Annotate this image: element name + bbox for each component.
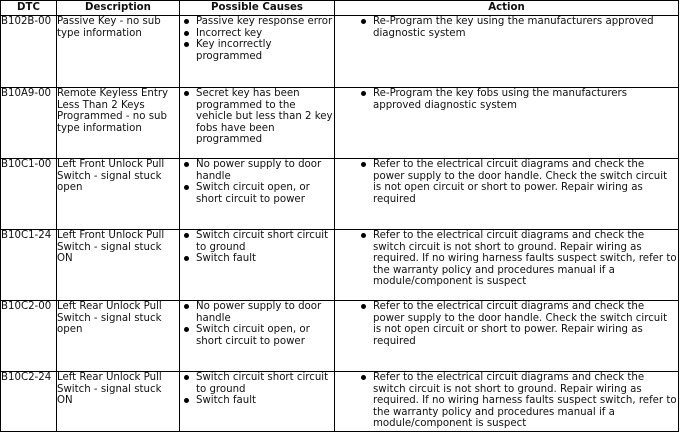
cause-item: Switch circuit short circuit to ground [180,230,334,253]
causes-list [180,159,334,205]
table-row [1,372,679,432]
table-row [1,88,679,159]
dtc-code: B10C1-00 [1,159,57,230]
action-list [335,301,678,347]
cause-item: Switch fault [180,395,334,407]
causes-list [180,16,334,62]
cause-item: Switch circuit open, or short circuit to power [180,182,334,205]
possible-causes [180,88,335,159]
action-item: Re-Program the key using the manufacturers approved diagnostic system [335,16,678,39]
action-list [335,372,678,430]
header-action: Action [335,1,679,16]
causes-list [180,372,334,407]
table-header-row [1,1,679,16]
table-row [1,301,679,372]
dtc-description: Remote Keyless Entry Less Than 2 Keys Programmed - no sub type information [57,88,180,159]
action-cell [335,88,679,159]
cause-item: No power supply to door handle [180,159,334,182]
table-row [1,159,679,230]
cause-item: Incorrect key [180,28,334,40]
action-item: Refer to the electrical circuit diagrams and check the switch circuit is not short to ground. Repair wiring as required. If no wiring harness faults suspect switch, refer to the warranty policy and procedures manual if a module/component is suspect [335,230,678,288]
action-cell [335,16,679,88]
dtc-code: B10C2-00 [1,301,57,372]
action-item: Refer to the electrical circuit diagrams and check the power supply to the door handle. Check the switch circuit is not open circuit or short to power. Repair wiring as required [335,159,678,205]
possible-causes [180,16,335,88]
cause-item: Switch circuit short circuit to ground [180,372,334,395]
header-description: Description [57,1,180,16]
dtc-description: Left Front Unlock Pull Switch - signal stuck ON [57,230,180,301]
dtc-description: Left Rear Unlock Pull Switch - signal stuck open [57,301,180,372]
cause-item: Key incorrectly programmed [180,39,334,62]
action-list [335,159,678,205]
action-item: Refer to the electrical circuit diagrams and check the power supply to the door handle. Check the switch circuit is not open circuit or short to power. Repair wiring as required [335,301,678,347]
action-list [335,230,678,288]
causes-list [180,301,334,347]
possible-causes [180,301,335,372]
header-dtc: DTC [1,1,57,16]
cause-item: Passive key response error [180,16,334,28]
cause-item: Switch circuit open, or short circuit to power [180,324,334,347]
table-row [1,16,679,88]
action-item: Refer to the electrical circuit diagrams and check the switch circuit is not short to ground. Repair wiring as required. If no wiring harness faults suspect switch, refer to the warranty policy and procedures manual if a module/component is suspect [335,372,678,430]
header-possible-causes: Possible Causes [180,1,335,16]
possible-causes [180,372,335,432]
action-cell [335,372,679,432]
action-cell [335,301,679,372]
causes-list [180,230,334,265]
action-list [335,88,678,111]
cause-item: Switch fault [180,253,334,265]
action-cell [335,159,679,230]
table-row [1,230,679,301]
dtc-code: B10C1-24 [1,230,57,301]
dtc-description: Left Front Unlock Pull Switch - signal stuck open [57,159,180,230]
dtc-description: Left Rear Unlock Pull Switch - signal stuck ON [57,372,180,432]
causes-list [180,88,334,146]
dtc-code: B10A9-00 [1,88,57,159]
dtc-description: Passive Key - no sub type information [57,16,180,88]
cause-item: Secret key has been programmed to the vehicle but less than 2 key fobs have been programmed [180,88,334,146]
cause-item: No power supply to door handle [180,301,334,324]
dtc-code: B10C2-24 [1,372,57,432]
action-list [335,16,678,39]
dtc-code: B102B-00 [1,16,57,88]
possible-causes [180,159,335,230]
action-item: Re-Program the key fobs using the manufacturers approved diagnostic system [335,88,678,111]
possible-causes [180,230,335,301]
action-cell [335,230,679,301]
